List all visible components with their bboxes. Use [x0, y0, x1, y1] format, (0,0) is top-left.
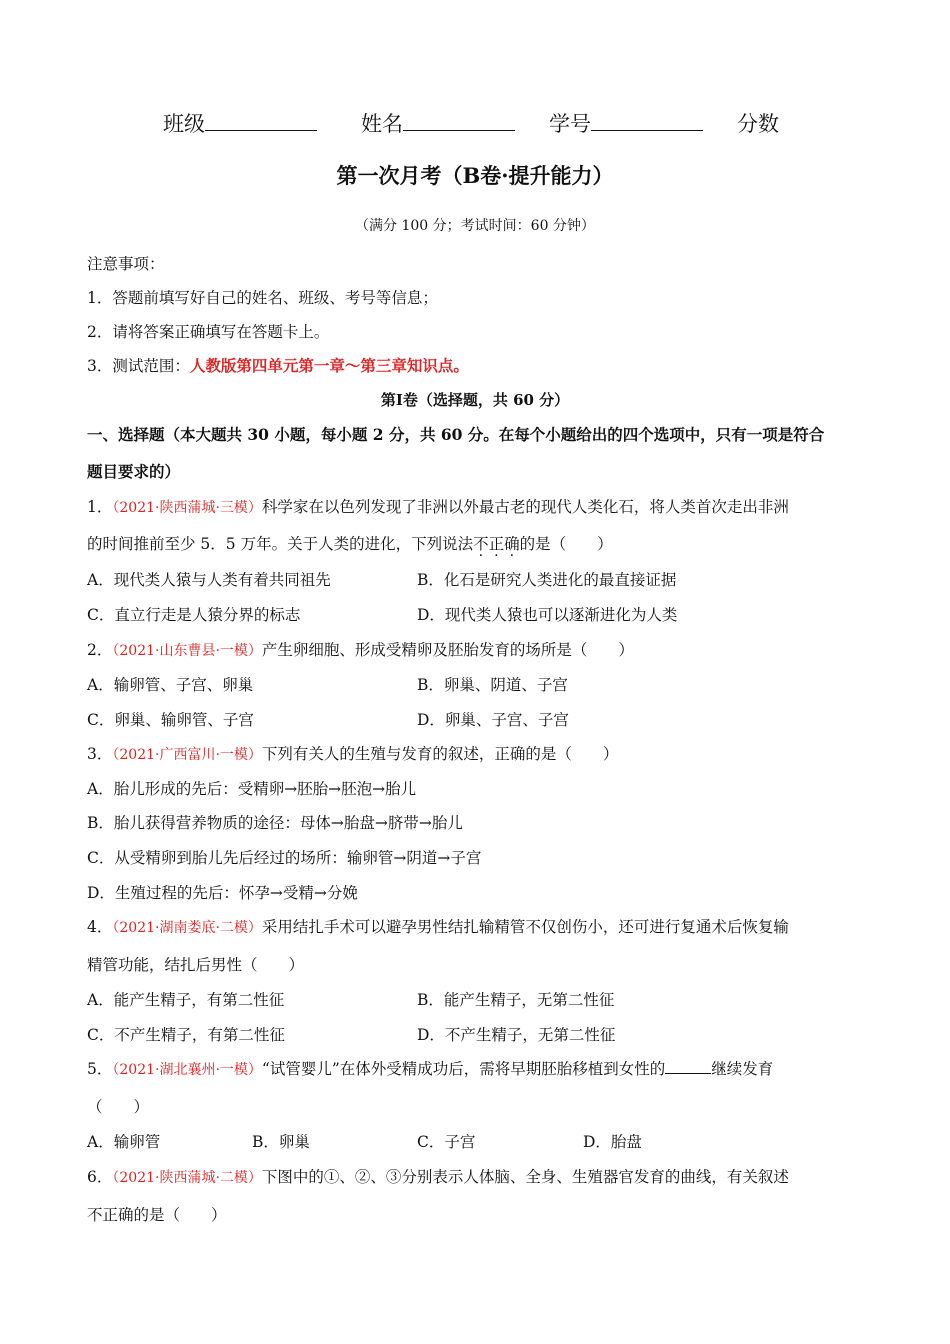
emphasis-char: 确 [504, 535, 520, 553]
question-1-option-b[interactable]: B．化石是研究人类进化的最直接证据 [417, 571, 677, 589]
notes-heading: 注意事项： [87, 255, 165, 273]
question-5-option-d[interactable]: D．胎盘 [583, 1133, 642, 1151]
question-3-option-a[interactable]: A．胎儿形成的先后：受精卵→胚胎→胚泡→胎儿 [87, 780, 417, 798]
question-5-option-a[interactable]: A．输卵管 [87, 1133, 161, 1151]
question-4-line-1 [87, 917, 789, 938]
class-blank[interactable] [205, 129, 317, 131]
question-3-number: 3． [87, 745, 113, 763]
name-label: 姓名 [361, 112, 403, 136]
question-5-option-c[interactable]: C．子宫 [417, 1133, 476, 1151]
note-3-prefix: 3．测试范围： [87, 357, 190, 375]
question-1-option-d[interactable]: D．现代类人猿也可以逐渐进化为人类 [417, 606, 678, 624]
question-5-stem-end: 继续发育 [711, 1060, 774, 1078]
question-1-stem-cont: 的时间推前至少 5．5 万年。关于人类的进化，下列说法 [87, 535, 474, 553]
class-label: 班级 [163, 112, 205, 136]
question-3-stem: 下列有关人的生殖与发育的叙述，正确的是（ ） [261, 745, 619, 763]
question-1-number: 1． [87, 498, 113, 516]
question-2-source: （2021·山东曹县·一模） [112, 643, 262, 659]
section-title: 第Ⅰ卷（选择题，共 60 分） [380, 391, 570, 409]
question-2-option-d[interactable]: D．卵巢、子宫、子宫 [417, 711, 569, 729]
part-heading-line-2: 题目要求的） [87, 462, 181, 481]
question-1-line-1 [87, 497, 789, 518]
emphasis-char: 正 [488, 535, 505, 553]
question-4-option-c[interactable]: C．不产生精子，有第二性征 [87, 1026, 285, 1044]
question-6-line-2: 不正确的是（ ） [87, 1206, 227, 1224]
question-2-option-c[interactable]: C．卵巢、输卵管、子宫 [87, 711, 254, 729]
note-1: 1．答题前填写好自己的姓名、班级、考号等信息； [87, 289, 438, 307]
student-id-label: 学号 [549, 112, 591, 136]
question-4-number: 4． [87, 918, 113, 936]
question-1-line-2 [87, 534, 613, 554]
name-blank[interactable] [403, 129, 515, 131]
question-1-stem-end: 的是（ ） [519, 535, 613, 553]
question-5-option-b[interactable]: B．卵巢 [252, 1133, 310, 1151]
emphasis-char: 不 [473, 535, 489, 553]
question-1-stem: 科学家在以色列发现了非洲以外最古老的现代人类化石，将人类首次走出非洲 [261, 498, 789, 516]
student-info-row [163, 114, 779, 136]
question-3-option-c[interactable]: C．从受精卵到胎儿先后经过的场所：输卵管→阴道→子宫 [87, 849, 482, 867]
question-4-stem: 采用结扎手术可以避孕男性结扎输精管不仅创伤小，还可进行复通术后恢复输 [261, 918, 789, 936]
question-6-number: 6． [87, 1168, 113, 1186]
question-2-option-b[interactable]: B．卵巢、阴道、子宫 [417, 676, 568, 694]
question-6-line-1 [87, 1167, 789, 1188]
question-1-option-a[interactable]: A．现代类人猿与人类有着共同祖先 [87, 571, 331, 589]
question-3-option-d[interactable]: D．生殖过程的先后：怀孕→受精→分娩 [87, 884, 358, 902]
question-5-number: 5． [87, 1060, 113, 1078]
question-5-source: （2021·湖北襄州·一模） [112, 1062, 262, 1078]
question-2-option-a[interactable]: A．输卵管、子宫、卵巢 [87, 676, 254, 694]
question-4-option-b[interactable]: B．能产生精子，无第二性征 [417, 991, 615, 1009]
question-5-stem: “试管婴儿”在体外受精成功后，需将早期胚胎移植到女性的 [261, 1060, 666, 1078]
question-5-line-1 [87, 1059, 773, 1080]
question-1-source: （2021·陕西蒲城·三模） [112, 500, 262, 516]
question-4-option-a[interactable]: A．能产生精子，有第二性征 [87, 991, 285, 1009]
question-4-option-d[interactable]: D．不产生精子，无第二性征 [417, 1026, 616, 1044]
part-heading-line-1: 一、选择题（本大题共 30 小题，每小题 2 分，共 60 分。在每个小题给出的四个选项中，只有一项是符合 [87, 425, 825, 444]
question-3-option-b[interactable]: B．胎儿获得营养物质的途径：母体→胎盘→脐带→胎儿 [87, 814, 463, 832]
question-4-line-2: 精管功能，结扎后男性（ ） [87, 956, 305, 974]
note-3-scope: 人教版第四单元第一章～第三章知识点。 [189, 356, 469, 375]
question-6-stem: 下图中的①、②、③分别表示人体脑、全身、生殖器官发育的曲线，有关叙述 [261, 1168, 789, 1186]
note-2: 2．请将答案正确填写在答题卡上。 [87, 323, 330, 341]
student-id-blank[interactable] [591, 129, 703, 131]
question-3-source: （2021·广西富川·一模） [112, 747, 262, 763]
answer-blank[interactable] [665, 1072, 711, 1074]
page-title: 第一次月考（B卷·提升能力） [336, 163, 614, 188]
question-6-source: （2021·陕西蒲城·二模） [112, 1170, 262, 1186]
question-1-option-c[interactable]: C．直立行走是人猿分界的标志 [87, 606, 301, 624]
question-2-stem: 产生卵细胞、形成受精卵及胚胎发育的场所是（ ） [261, 641, 634, 659]
question-2-number: 2． [87, 641, 113, 659]
score-label: 分数 [737, 112, 779, 136]
question-5-line-2: （ ） [87, 1098, 150, 1116]
question-2-line-1 [87, 640, 634, 661]
question-3-line-1 [87, 744, 618, 765]
note-3 [87, 356, 469, 376]
question-4-source: （2021·湖南娄底·二模） [112, 920, 262, 936]
exam-subtitle: （满分 100 分；考试时间：60 分钟） [355, 218, 595, 234]
